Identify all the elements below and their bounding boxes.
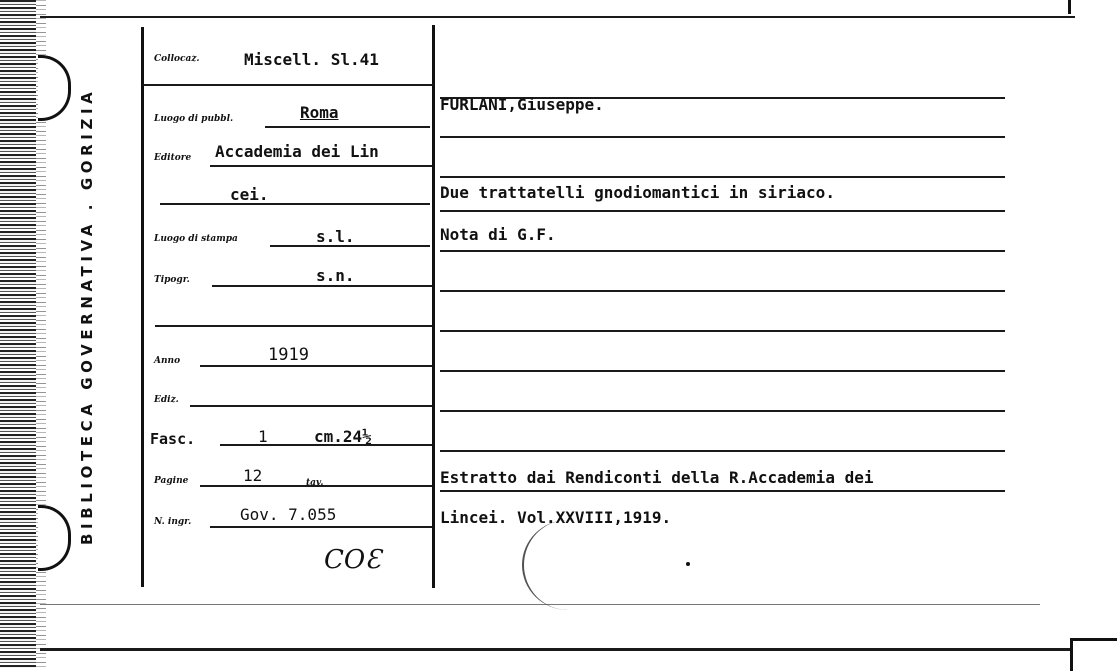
rule-anno (200, 365, 432, 367)
entry-note: Nota di G.F. (440, 225, 556, 244)
label-pagine: Pagine (154, 476, 189, 486)
label-n-ingr: N. ingr. (154, 517, 192, 527)
rule-right-10 (440, 450, 1005, 452)
center-column-rule (432, 25, 435, 588)
faded-stamp-mark (522, 520, 614, 610)
value-n-ingr: Gov. 7.055 (240, 505, 337, 524)
handwritten-note: COƐ (324, 545, 382, 575)
card-left-edge (0, 0, 36, 668)
rule-editore (210, 165, 432, 167)
entry-source-2: Lincei. Vol.XXVIII,1919. (440, 508, 672, 527)
rule-right-6 (440, 290, 1005, 292)
label-anno: Anno (154, 356, 181, 366)
rule-right-3 (440, 176, 1005, 178)
value-editore-1: Accademia dei Lin (215, 142, 379, 161)
label-luogo-stampa: Luogo di stampa (154, 234, 238, 244)
rule-right-5 (440, 250, 1005, 252)
rule-right-2 (440, 136, 1005, 138)
rule-tipogr (212, 285, 432, 287)
value-formato: cm.24½ (314, 427, 372, 446)
label-collocazione: Collocaz. (154, 54, 200, 64)
label-fasc: Fasc. (150, 430, 196, 448)
rule-n-ingr (210, 526, 432, 528)
punch-hole-top (38, 55, 71, 121)
rule-ediz (190, 405, 432, 407)
entry-source-1: Estratto dai Rendiconti della R.Accademia dei (440, 468, 874, 487)
rule-right-11 (440, 490, 1005, 492)
label-luogo-pubbl: Luogo di pubbl. (154, 114, 234, 124)
entry-title: Due trattatelli gnodiomantici in siriaco. (440, 183, 835, 202)
value-anno: 1919 (268, 345, 309, 365)
value-luogo-stampa: s.l. (316, 227, 355, 246)
label-ediz: Ediz. (154, 395, 179, 405)
rule-right-9 (440, 410, 1005, 412)
label-tav: tav. (306, 478, 324, 488)
card-bottom-edge (40, 648, 1070, 651)
value-luogo-pubbl: Roma (300, 103, 339, 122)
library-side-label: BIBLIOTECA GOVERNATIVA . GORIZIA (78, 87, 96, 545)
card-corner-mark (1070, 638, 1117, 671)
rule-blank (155, 325, 432, 327)
punch-hole-bottom (38, 505, 71, 571)
rule-collocazione (143, 84, 433, 86)
rule-luogo-pubbl (265, 126, 430, 128)
label-editore: Editore (154, 153, 192, 163)
value-tipogr: s.n. (316, 266, 355, 285)
rule-right-7 (440, 330, 1005, 332)
left-column-rule (141, 27, 144, 587)
card-bottom-border (40, 604, 1040, 605)
rule-right-8 (440, 370, 1005, 372)
card-top-border (40, 16, 1075, 18)
label-tipogr: Tipogr. (154, 275, 190, 285)
entry-author: FURLANI,Giuseppe. (440, 95, 604, 114)
rule-right-4 (440, 210, 1005, 212)
value-fasc: 1 (258, 427, 268, 446)
card-top-right-mark (1068, 0, 1071, 14)
value-editore-2: cei. (230, 185, 269, 204)
value-pagine: 12 (243, 466, 263, 485)
ink-dot (686, 562, 690, 566)
value-collocazione: Miscell. Sl.41 (244, 50, 379, 69)
rule-editore-cont (160, 203, 430, 205)
